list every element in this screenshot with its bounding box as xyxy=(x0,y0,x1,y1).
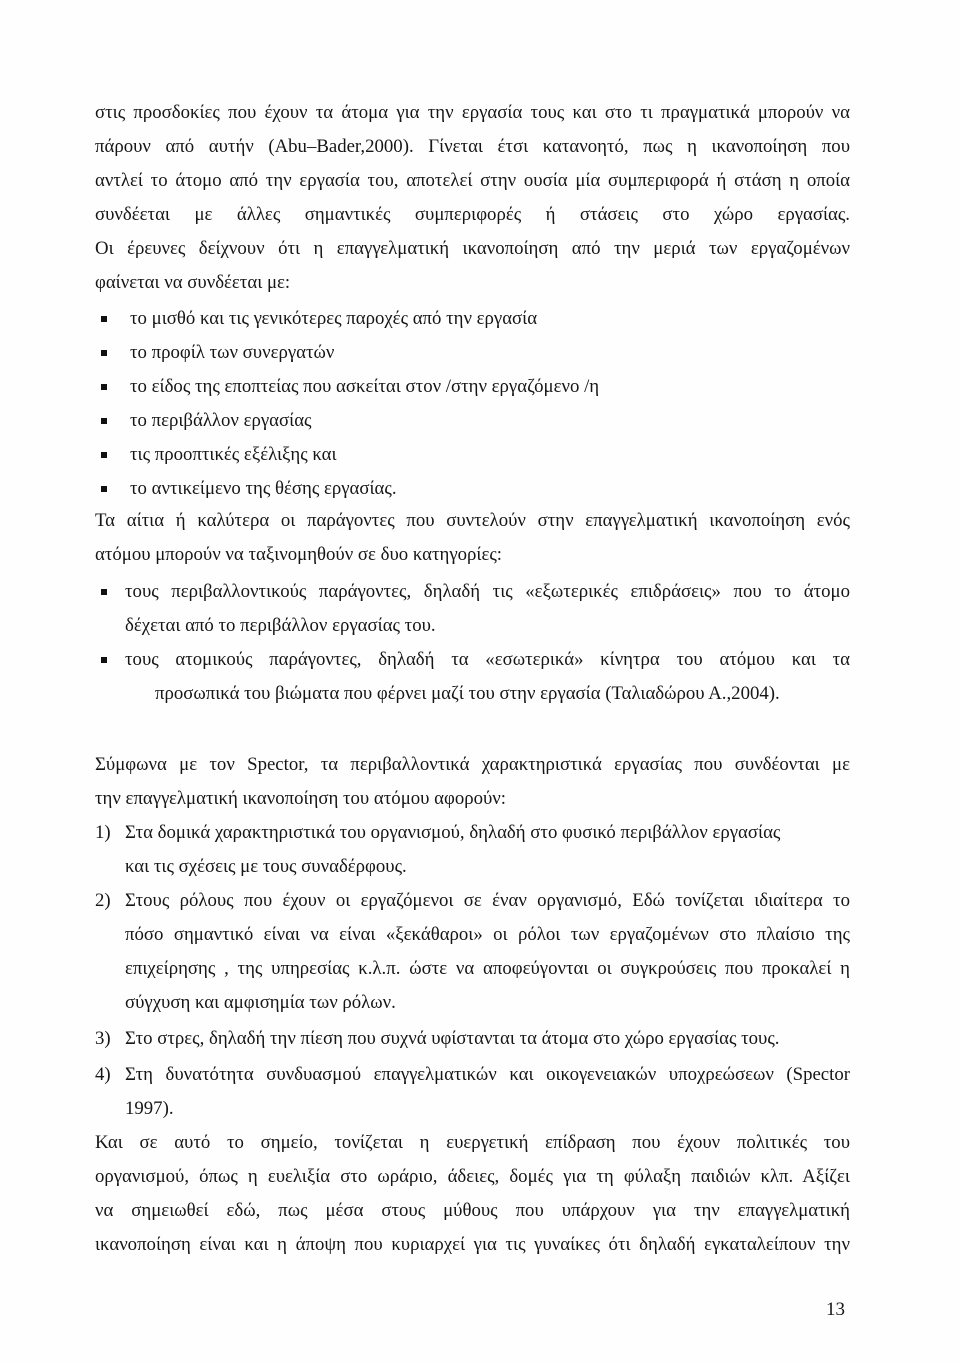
square-bullet-icon xyxy=(101,452,107,458)
list-item-number: 4) xyxy=(95,1064,111,1085)
list-item-text: και τις σχέσεις με τους συναδέρφους. xyxy=(125,856,407,877)
list-item-text: το μισθό και τις γενικότερες παροχές από την εργασία xyxy=(130,308,538,329)
list-item-text: Στους ρόλους που έχουν οι εργαζόμενοι σε έναν οργανισμό, Εδώ τονίζεται ιδιαίτερα το xyxy=(125,890,850,911)
list-item-text: το περιβάλλον εργασίας xyxy=(130,410,312,431)
text-line: φαίνεται να συνδέεται με: xyxy=(95,272,291,293)
text-line: Οι έρευνες δείχνουν ότι η επαγγελματική ικανοποίηση από την μεριά των εργαζομένων xyxy=(95,238,850,259)
text-line: Τα αίτια ή καλύτερα οι παράγοντες που συντελούν στην επαγγελματική ικανοποίηση ενός xyxy=(95,510,850,531)
square-bullet-icon xyxy=(101,486,107,492)
list-item xyxy=(95,336,850,370)
list-item-text: πόσο σημαντικό είναι να είναι «ξεκάθαροι» οι ρόλοι των εργαζομένων στο πλαίσιο της xyxy=(125,924,850,945)
list-item-text: το αντικείμενο της θέσης εργασίας. xyxy=(130,478,397,499)
numbered-list-item xyxy=(95,884,850,1020)
text-line: Σύμφωνα με τον Spector, τα περιβαλλοντικά χαρακτηριστικά εργασίας που συνδέονται με xyxy=(95,754,850,775)
text-line: αντλεί το άτομο από την εργασία του, αποτελεί στην ουσία μία συμπεριφορά ή στάση η οποία xyxy=(95,170,850,191)
satisfaction-factors-list xyxy=(95,302,850,506)
list-item xyxy=(95,643,850,711)
list-item-text: τους ατομικούς παράγοντες, δηλαδή τα «εσωτερικά» κίνητρα του ατόμου και τα xyxy=(125,649,850,670)
square-bullet-icon xyxy=(101,384,107,390)
factor-categories-list xyxy=(95,575,850,711)
square-bullet-icon xyxy=(101,657,107,663)
list-item-text: Στο στρες, δηλαδή την πίεση που συχνά υφίστανται τα άτομα στο χώρο εργασίας τους. xyxy=(125,1028,780,1049)
text-line: Και σε αυτό το σημείο, τονίζεται η ευεργετική επίδραση που έχουν πολιτικές του xyxy=(95,1132,850,1153)
list-item-text: προσωπικά του βιώματα που φέρνει μαζί του στην εργασία (Ταλιαδώρου Α.,2004). xyxy=(155,683,780,704)
list-item-text: το προφίλ των συνεργατών xyxy=(130,342,335,363)
list-item-number: 3) xyxy=(95,1028,111,1049)
text-line: την επαγγελματική ικανοποίηση του ατόμου αφορούν: xyxy=(95,788,506,809)
list-item xyxy=(95,472,850,506)
list-item xyxy=(95,404,850,438)
list-item xyxy=(95,302,850,336)
work-environment-characteristics-list xyxy=(95,816,850,1126)
list-item-text: τους περιβαλλοντικούς παράγοντες, δηλαδή τις «εξωτερικές επιδράσεις» που το άτομο xyxy=(125,581,850,602)
list-item xyxy=(95,370,850,404)
closing-paragraph xyxy=(95,1126,850,1262)
list-item-text: επιχείρησης , της υπηρεσίας κ.λ.π. ώστε να αποφεύγονται οι συγκρούσεις που προκαλεί η xyxy=(125,958,850,979)
list-item-text: Στη δυνατότητα συνδυασμού επαγγελματικών και οικογενειακών υποχρεώσεων (Spector xyxy=(125,1064,850,1085)
list-item-number: 2) xyxy=(95,890,111,911)
text-line: να σημειωθεί εδώ, πως μέσα στους μύθους που υπάρχουν για την επαγγελματική xyxy=(95,1200,850,1221)
text-line: συνδέεται με άλλες σημαντικές συμπεριφορές ή στάσεις στο χώρο εργασίας. xyxy=(95,204,850,225)
list-item-text: σύγχυση και αμφισημία των ρόλων. xyxy=(125,992,396,1013)
spector-paragraph xyxy=(95,748,850,816)
numbered-list-item xyxy=(95,1058,850,1126)
text-line: οργανισμού, όπως η ευελιξία στο ωράριο, άδειες, δομές για τη φύλαξη παιδιών κλπ. Αξίζει xyxy=(95,1166,850,1187)
square-bullet-icon xyxy=(101,316,107,322)
text-line: ικανοποίηση είναι και η άποψη που κυριαρχεί για τις γυναίκες ότι δηλαδή εγκαταλείπουν την xyxy=(95,1234,850,1255)
list-item-text: 1997). xyxy=(125,1098,174,1119)
numbered-list-item xyxy=(95,1022,850,1056)
list-item-text: Στα δομικά χαρακτηριστικά του οργανισμού, δηλαδή στο φυσικό περιβάλλον εργασίας xyxy=(125,822,781,843)
numbered-list-item xyxy=(95,816,850,884)
list-item-text: τις προοπτικές εξέλιξης και xyxy=(130,444,337,465)
square-bullet-icon xyxy=(101,350,107,356)
square-bullet-icon xyxy=(101,418,107,424)
page-number: 13 xyxy=(826,1299,845,1320)
causes-paragraph xyxy=(95,504,850,572)
list-item-number: 1) xyxy=(95,822,111,843)
square-bullet-icon xyxy=(101,589,107,595)
intro-paragraph xyxy=(95,96,850,232)
text-line: ατόμου μπορούν να ταξινομηθούν σε δυο κατηγορίες: xyxy=(95,544,503,565)
list-item-text: δέχεται από το περιβάλλον εργασίας του. xyxy=(125,615,436,636)
research-paragraph xyxy=(95,232,850,300)
list-item xyxy=(95,438,850,472)
text-line: πάρουν από αυτήν (Abu–Bader,2000). Γίνεται έτσι κατανοητό, πως η ικανοποίηση που xyxy=(95,136,850,157)
text-line: στις προσδοκίες που έχουν τα άτομα για την εργασία τους και στο τι πραγματικά μπορούν να xyxy=(95,102,850,123)
list-item xyxy=(95,575,850,643)
list-item-text: το είδος της εποπτείας που ασκείται στον /στην εργαζόμενο /η xyxy=(130,376,600,397)
